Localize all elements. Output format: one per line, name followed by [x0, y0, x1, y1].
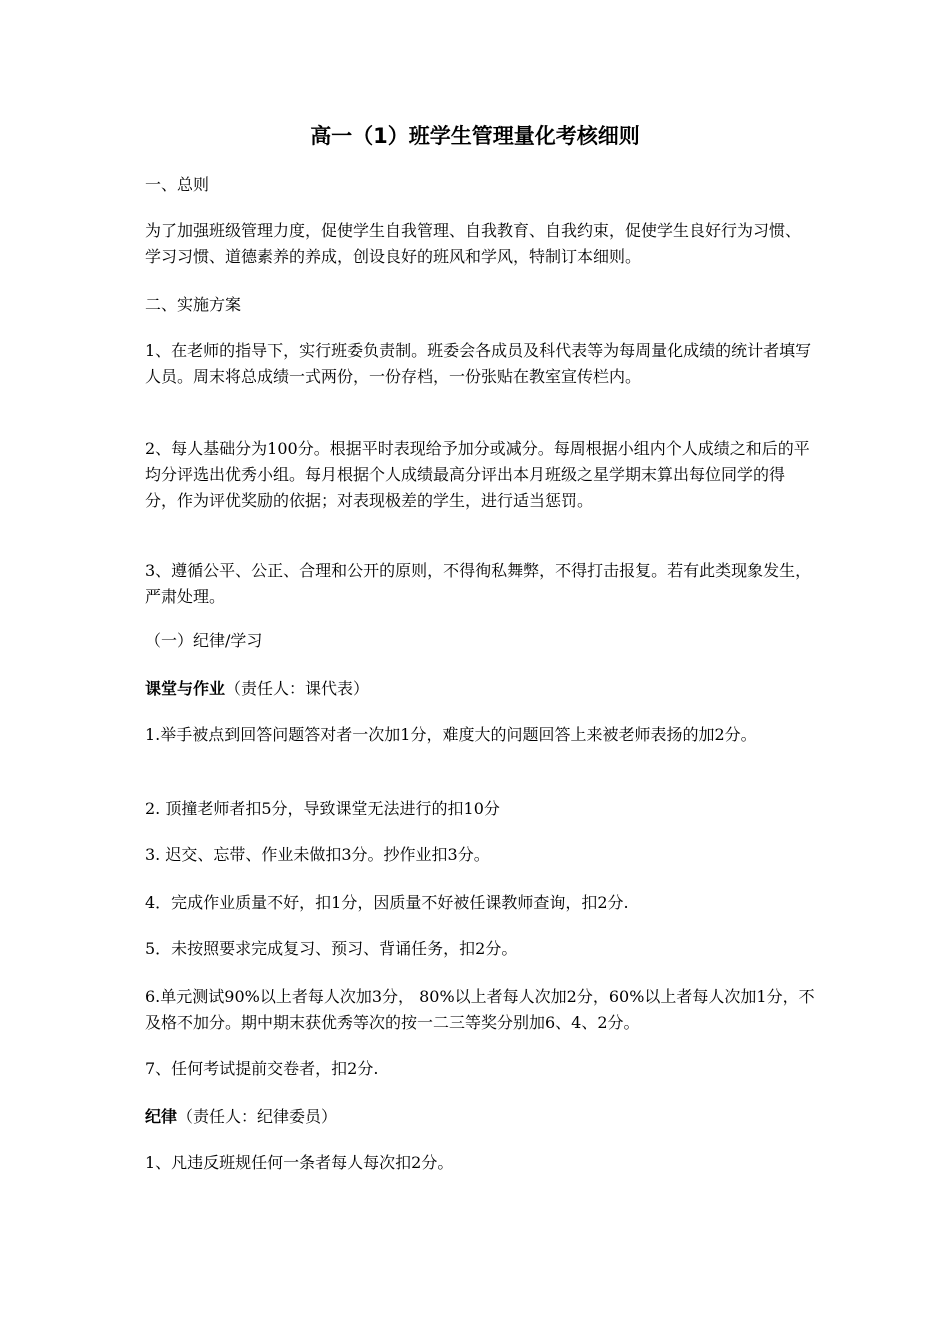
- discipline-heading: [145, 1104, 815, 1130]
- general-heading: 一、总则: [145, 175, 210, 194]
- class-homework-heading: [145, 676, 815, 702]
- class-rule-1: 1.举手被点到回答问题答对者一次加1分，难度大的问题回答上来被老师表扬的加2分。: [145, 725, 757, 744]
- document-title: 高一（1）班学生管理量化考核细则: [310, 124, 640, 148]
- discipline-heading-bold: 纪律: [145, 1107, 178, 1126]
- subsection-discipline-study: （一）纪律/学习: [145, 631, 263, 650]
- class-homework-heading-bold: 课堂与作业: [145, 679, 226, 698]
- plan-item-1: 1、在老师的指导下，实行班委负责制。班委会各成员及科代表等为每周量化成绩的统计者填写人员。周末将总成绩一式两份，一份存档，一份张贴在教室宣传栏内。: [145, 341, 812, 386]
- plan-heading: 二、实施方案: [145, 295, 242, 314]
- class-rule-7: 7、任何考试提前交卷者，扣2分.: [145, 1059, 379, 1078]
- plan-item-2: 2、每人基础分为100分。根据平时表现给予加分或减分。每周根据小组内个人成绩之和后的平均分评选出优秀小组。每月根据个人成绩最高分评出本月班级之星学期末算出每位同学的得分，作为评优奖励的依据；对表现极差的学生，进行适当惩罚。: [145, 439, 810, 510]
- class-rule-5: 5．未按照要求完成复习、预习、背诵任务，扣2分。: [145, 939, 518, 958]
- class-homework-heading-responsible: （责任人：课代表）: [225, 679, 370, 698]
- plan-item-3: 3、遵循公平、公正、合理和公开的原则，不得徇私舞弊，不得打击报复。若有此类现象发生，严肃处理。: [145, 561, 812, 606]
- discipline-heading-responsible: （责任人：纪律委员）: [177, 1107, 338, 1126]
- class-rule-6: 6.单元测试90%以上者每人次加3分， 80%以上者每人次加2分，60%以上者每人次加1分，不及格不加分。期中期末获优秀等次的按一二三等奖分别加6、4、2分。: [145, 987, 815, 1032]
- class-rule-2: 2. 顶撞老师者扣5分，导致课堂无法进行的扣10分: [145, 799, 500, 818]
- class-rule-3: 3. 迟交、忘带、作业未做扣3分。抄作业扣3分。: [145, 845, 490, 864]
- discipline-rule-1: 1、凡违反班规任何一条者每人每次扣2分。: [145, 1153, 454, 1172]
- class-rule-4: 4．完成作业质量不好，扣1分，因质量不好被任课教师查询，扣2分.: [145, 893, 629, 912]
- general-paragraph: 为了加强班级管理力度，促使学生自我管理、自我教育、自我约束，促使学生良好行为习惯、学习习惯、道德素养的养成，创设良好的班风和学风，特制订本细则。: [145, 221, 802, 266]
